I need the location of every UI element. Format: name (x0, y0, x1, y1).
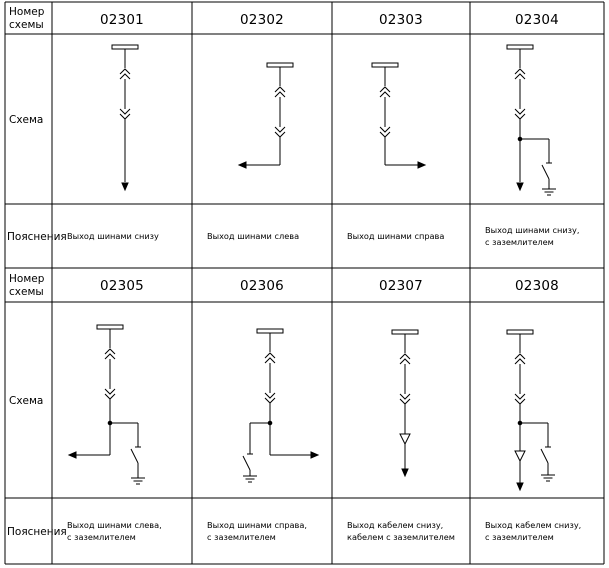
scheme-cell-02306 (207, 278, 318, 542)
scheme-note: с заземлителем (485, 532, 554, 542)
cable-termination-icon (515, 451, 525, 461)
scheme-note: Выход кабелем снизу, (347, 520, 444, 530)
scheme-cell-02301 (67, 12, 159, 241)
label-scheme-number: схемы (9, 286, 44, 298)
label-notes: Пояснения (7, 526, 67, 538)
label-scheme: Схема (9, 395, 44, 407)
scheme-cell-02307 (347, 278, 455, 542)
plug-connector-bottom (515, 109, 525, 119)
scheme-note: с заземлителем (67, 532, 136, 542)
scheme-note: с заземлителем (207, 532, 276, 542)
scheme-number: 02304 (515, 12, 559, 28)
busbar (372, 63, 398, 67)
arrow-down-icon (517, 183, 523, 190)
scheme-number: 02303 (379, 12, 423, 28)
arrow-right-icon (311, 452, 318, 458)
plug-connector-top (120, 69, 130, 79)
scheme-note: Выход шинами слева (207, 231, 300, 241)
scheme-number: 02307 (379, 278, 423, 294)
busbar (507, 45, 533, 49)
arrow-down-icon (517, 483, 523, 490)
arrow-right-icon (418, 162, 425, 168)
single-line-diagram (243, 329, 318, 482)
plug-connector-bottom (380, 127, 390, 137)
scheme-number: 02301 (100, 12, 144, 28)
plug-connector-top (515, 69, 525, 79)
earthing-switch (131, 423, 141, 478)
ground-icon (243, 476, 257, 482)
scheme-note: Выход кабелем снизу, (485, 520, 582, 530)
plug-connector-top (400, 354, 410, 364)
busbar (112, 45, 138, 49)
arrow-down-icon (122, 183, 128, 190)
busbar (392, 330, 418, 334)
ground-icon (542, 189, 556, 195)
arrow-down-icon (402, 469, 408, 476)
earthing-switch (542, 139, 552, 189)
scheme-cell-02305 (67, 278, 162, 542)
label-scheme-number: схемы (9, 19, 44, 31)
single-line-diagram (392, 330, 418, 476)
plug-connector-top (105, 349, 115, 359)
single-line-diagram (69, 325, 145, 484)
arrow-left-icon (239, 162, 246, 168)
busbar (97, 325, 123, 329)
label-scheme-number: Номер (9, 6, 45, 18)
busbar (267, 63, 293, 67)
scheme-note: Выход шинами снизу (67, 231, 159, 241)
scheme-number: 02306 (240, 278, 284, 294)
earthing-switch (541, 423, 551, 475)
earthing-switch (243, 430, 253, 476)
arrow-left-icon (69, 452, 76, 458)
busbar (507, 330, 533, 334)
label-scheme: Схема (9, 114, 44, 126)
single-line-diagram (239, 63, 293, 168)
scheme-number: 02308 (515, 278, 559, 294)
cable-termination-icon (400, 434, 410, 444)
plug-connector-bottom (265, 393, 275, 403)
single-line-diagram (372, 63, 425, 168)
plug-connector-top (515, 354, 525, 364)
single-line-diagram (507, 45, 556, 195)
scheme-note: Выход шинами справа, (207, 520, 307, 530)
label-scheme-number: Номер (9, 273, 45, 285)
row-labels (7, 6, 67, 538)
plug-connector-bottom (275, 127, 285, 137)
scheme-cell-02308 (485, 278, 581, 542)
scheme-cell-02302 (207, 12, 299, 241)
label-notes: Пояснения (7, 231, 67, 243)
ground-icon (131, 478, 145, 484)
scheme-cell-02304 (485, 12, 579, 247)
ground-icon (541, 475, 555, 481)
scheme-number: 02302 (240, 12, 284, 28)
single-line-diagram (507, 330, 555, 490)
scheme-number: 02305 (100, 278, 144, 294)
plug-connector-bottom (105, 389, 115, 399)
scheme-note: с заземлителем (485, 237, 554, 247)
busbar (257, 329, 283, 333)
scheme-note: Выход шинами снизу, (485, 225, 580, 235)
scheme-cell-02303 (347, 12, 444, 241)
plug-connector-top (380, 87, 390, 97)
plug-connector-bottom (400, 394, 410, 404)
plug-connector-top (275, 87, 285, 97)
scheme-note: Выход шинами справа (347, 231, 445, 241)
plug-connector-bottom (120, 109, 130, 119)
plug-connector-top (265, 353, 275, 363)
single-line-diagram (112, 45, 138, 190)
plug-connector-bottom (515, 394, 525, 404)
scheme-note: Выход шинами слева, (67, 520, 162, 530)
scheme-cells (67, 12, 581, 542)
scheme-note: кабелем с заземлителем (347, 532, 455, 542)
